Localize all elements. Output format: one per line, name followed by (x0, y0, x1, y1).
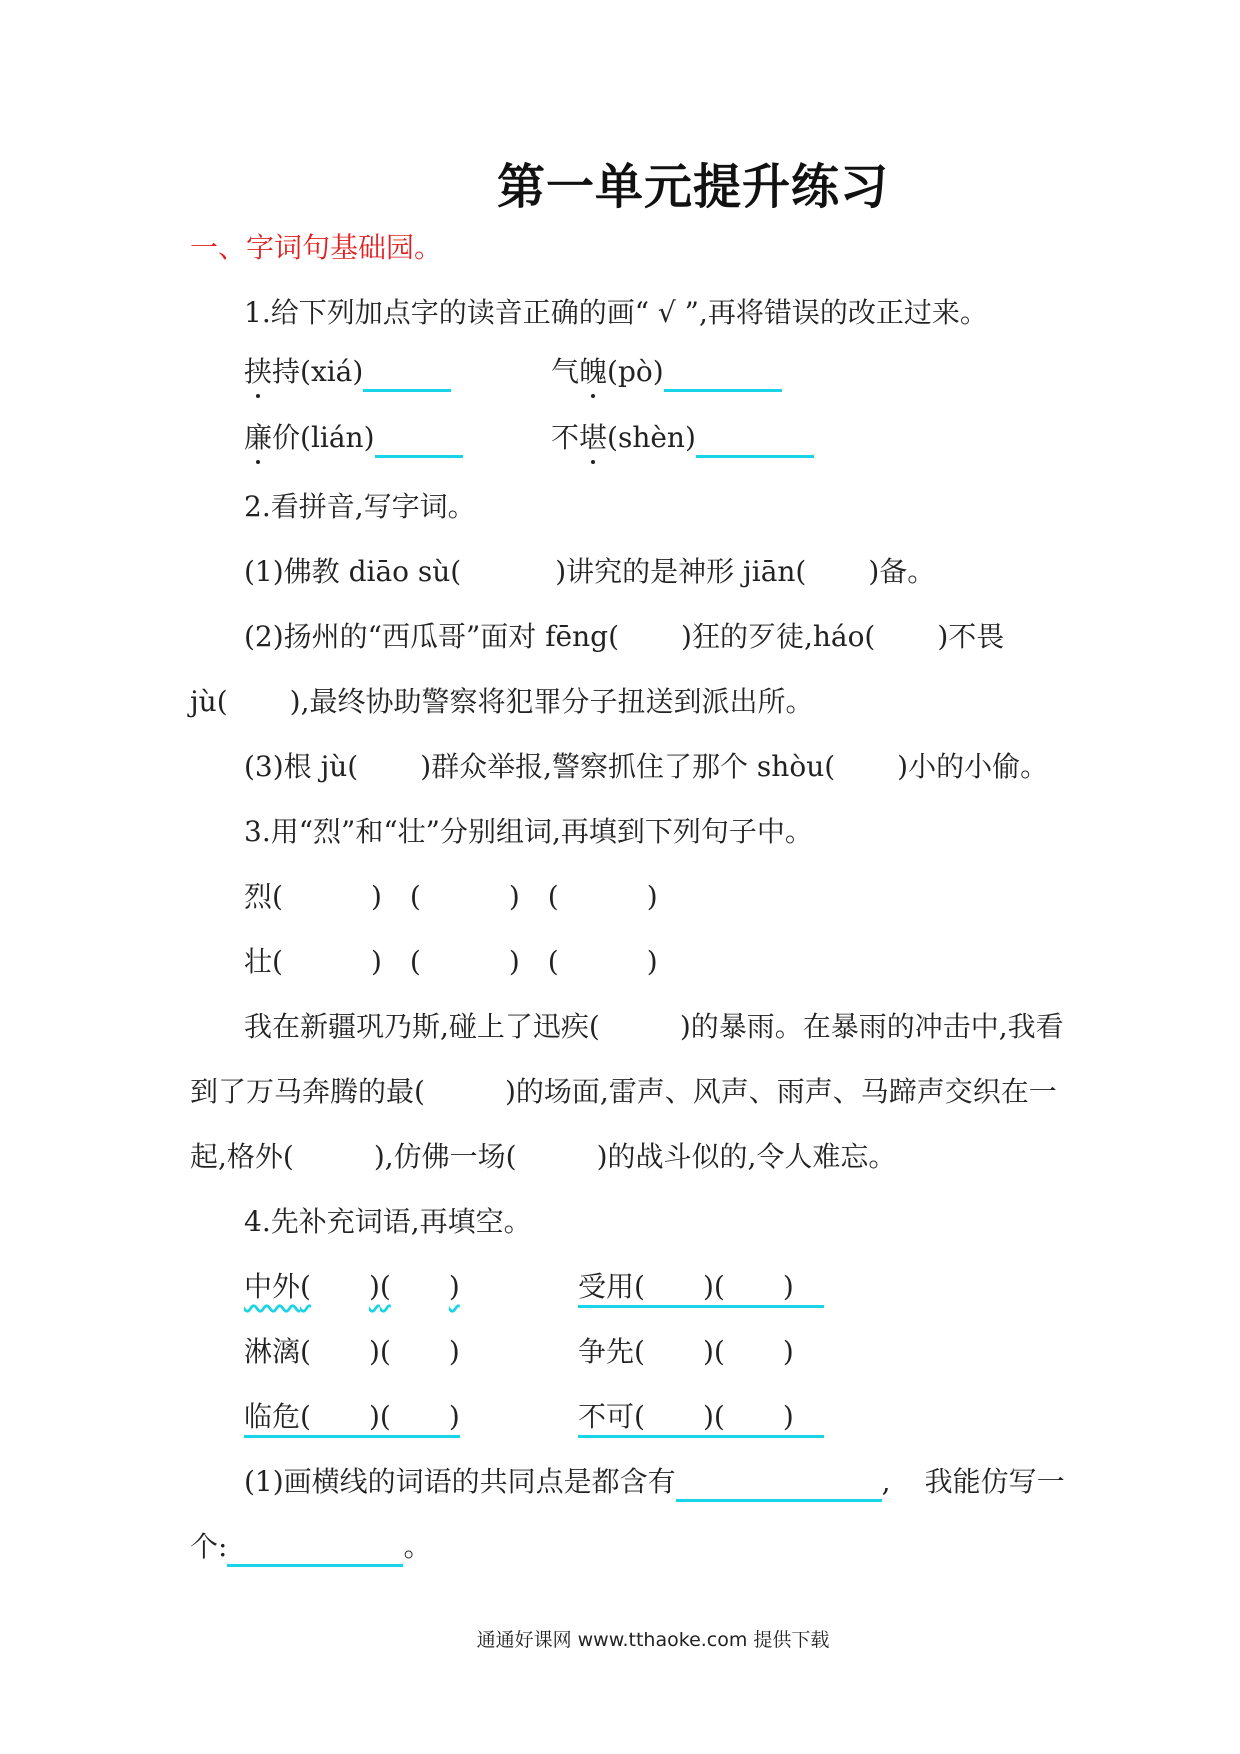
q2-line-2: (2)扬州的“西瓜哥”面对 fēng( )狂的歹徒,háo( )不畏 (244, 620, 1005, 653)
q4-sub1: (1)画横线的词语的共同点是都含有 , 我能仿写一 (244, 1462, 1065, 1502)
q1-prompt: 1.给下列加点字的读音正确的画“ √ ”,再将错误的改正过来。 (244, 296, 988, 329)
q4-prompt: 4.先补充词语,再填空。 (244, 1205, 532, 1238)
q1-item-3: 廉价(lián) (244, 418, 463, 458)
dotted-char: 挟 (244, 352, 272, 392)
answer-blank[interactable] (676, 1469, 882, 1502)
dotted-char: 堪 (579, 418, 607, 458)
q4-word-1: 中外( )( ) (244, 1270, 460, 1303)
q4-word-3: 淋漓( )( ) (244, 1335, 460, 1368)
q4-word-5: 临危( )( ) (244, 1397, 460, 1437)
q3-prompt: 3.用“烈”和“壮”分别组词,再填到下列句子中。 (244, 815, 813, 848)
q2-line-1: (1)佛教 diāo sù( )讲究的是神形 jiān( )备。 (244, 555, 936, 588)
q1-item-2: 气魄(pò) (551, 352, 782, 392)
dotted-char: 廉 (244, 418, 272, 458)
q2-line-4: (3)根 jù( )群众举报,警察抓住了那个 shòu( )小的小偷。 (244, 750, 1049, 783)
dotted-char: 魄 (579, 352, 607, 392)
footer-credit: 通通好课网 www.tthaoke.com 提供下载 (476, 1629, 830, 1651)
answer-blank[interactable] (696, 425, 814, 458)
q3-para-2: 到了万马奔腾的最( )的场面,雷声、风声、雨声、马蹄声交织在一 (190, 1075, 1057, 1108)
answer-blank[interactable] (664, 359, 782, 392)
answer-blank[interactable] (375, 425, 463, 458)
q4-word-6: 不可( )( ) (578, 1397, 824, 1437)
q4-word-4: 争先( )( ) (578, 1335, 794, 1368)
answer-blank[interactable] (227, 1534, 403, 1567)
q3-para-1: 我在新疆巩乃斯,碰上了迅疾( )的暴雨。在暴雨的冲击中,我看 (244, 1010, 1064, 1043)
section-heading: 一、字词句基础园。 (190, 231, 443, 264)
page-title: 第一单元提升练习 (496, 159, 889, 215)
q4-word-2: 受用( )( ) (578, 1267, 824, 1307)
q3-row-zhuang: 壮( ) ( ) ( ) (244, 945, 658, 978)
q1-item-1: 挟持(xiá) (244, 352, 451, 392)
q1-item-4: 不堪(shèn) (551, 418, 814, 458)
answer-blank[interactable] (363, 359, 451, 392)
q2-prompt: 2.看拼音,写字词。 (244, 490, 476, 523)
q2-line-3: jù( ),最终协助警察将犯罪分子扭送到派出所。 (190, 685, 814, 718)
q3-row-lie: 烈( ) ( ) ( ) (244, 880, 658, 913)
q4-sub1-line2: 个: 。 (190, 1527, 431, 1567)
q3-para-3: 起,格外( ),仿佛一场( )的战斗似的,令人难忘。 (190, 1140, 897, 1173)
